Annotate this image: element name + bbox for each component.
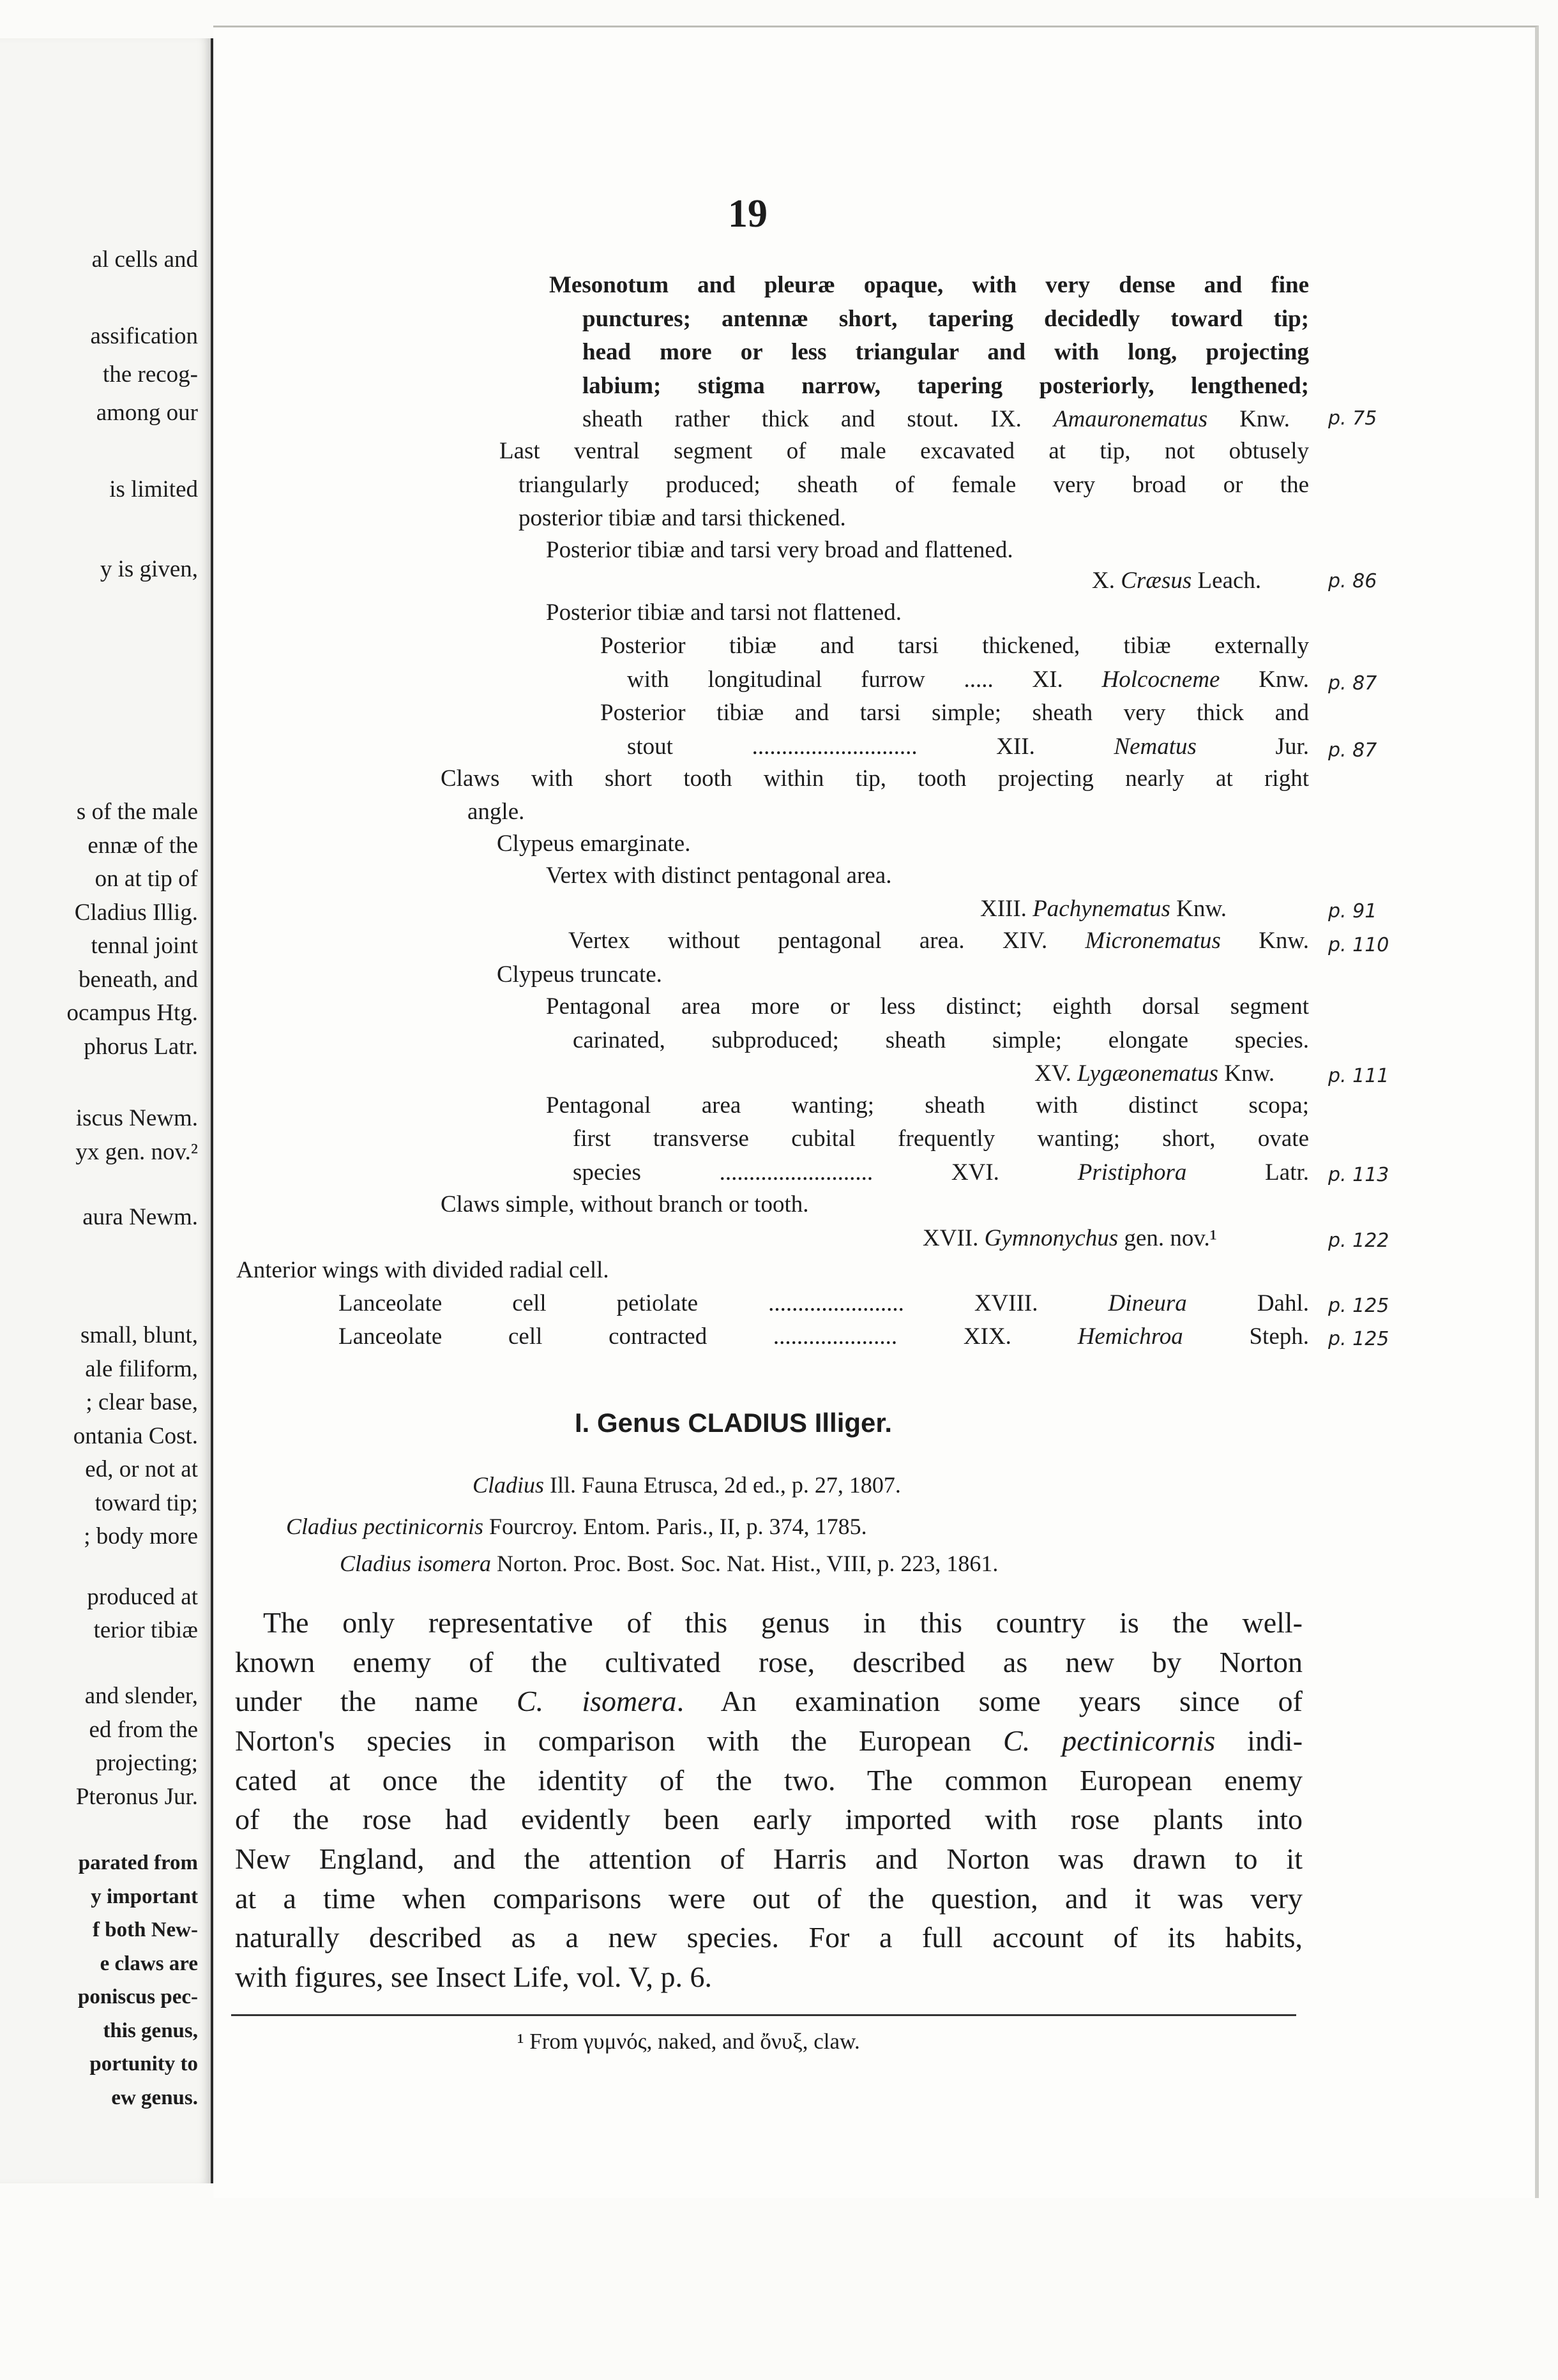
body-line: of the rose had evidently been early imported with rose plants into bbox=[235, 1803, 1303, 1835]
previous-page-line: ; body more bbox=[84, 1523, 198, 1549]
key-line: XIII. Pachynematus Knw. bbox=[980, 896, 1227, 922]
key-line: XVII. Gymnonychus gen. nov.¹ bbox=[923, 1225, 1217, 1251]
previous-page-line: among our bbox=[96, 400, 198, 426]
key-line: Posterior tibiæ and tarsi thickened, tibiæ externally bbox=[600, 633, 1309, 659]
key-line: Anterior wings with divided radial cell. bbox=[236, 1257, 609, 1283]
footnote-rule bbox=[231, 2014, 1296, 2016]
previous-page-line: ; clear base, bbox=[86, 1389, 198, 1415]
previous-page-line: y important bbox=[91, 1885, 198, 1908]
key-line: punctures; antennæ short, tapering decidedly toward tip; bbox=[582, 306, 1309, 332]
key-line: Claws with short tooth within tip, tooth projecting nearly at right bbox=[441, 765, 1309, 792]
key-line: Vertex without pentagonal area. XIV. Micronematus Knw. bbox=[568, 928, 1309, 954]
key-line: Pentagonal area wanting; sheath with distinct scopa; bbox=[546, 1092, 1309, 1118]
previous-page-line: yx gen. nov.² bbox=[75, 1139, 198, 1165]
section-heading: I. Genus CLADIUS Illiger. bbox=[575, 1408, 893, 1438]
previous-page-line: and slender, bbox=[84, 1683, 198, 1709]
previous-page-line: produced at bbox=[87, 1584, 198, 1610]
page-number: 19 bbox=[728, 192, 768, 236]
margin-note: p. 122 bbox=[1328, 1230, 1389, 1252]
previous-page-line: ed from the bbox=[89, 1717, 198, 1743]
key-line: triangularly produced; sheath of female very broad or the bbox=[518, 472, 1309, 498]
previous-page-line: this genus, bbox=[103, 2019, 198, 2042]
citation: Cladius Ill. Fauna Etrusca, 2d ed., p. 27, 1807. bbox=[473, 1472, 901, 1498]
previous-page-line: Pteronus Jur. bbox=[75, 1784, 198, 1810]
previous-page-line: s of the male bbox=[76, 799, 198, 825]
margin-note: p. 110 bbox=[1328, 934, 1389, 956]
key-line: Lanceolate cell petiolate ....................... XVIII. Dineura Dahl. bbox=[338, 1290, 1309, 1316]
key-line: Clypeus truncate. bbox=[497, 961, 662, 988]
previous-page-line: f both New- bbox=[93, 1918, 198, 1941]
key-line: Posterior tibiæ and tarsi very broad and flattened. bbox=[546, 537, 1013, 563]
key-line: with longitudinal furrow ..... XI. Holcocneme Knw. bbox=[627, 667, 1309, 693]
previous-page-line: beneath, and bbox=[79, 967, 198, 993]
previous-page-line: on at tip of bbox=[95, 866, 198, 892]
previous-page-line: assification bbox=[90, 323, 198, 349]
previous-page-line: phorus Latr. bbox=[84, 1034, 198, 1060]
previous-page-line: projecting; bbox=[95, 1750, 198, 1776]
key-line: posterior tibiæ and tarsi thickened. bbox=[518, 505, 846, 531]
key-line: carinated, subproduced; sheath simple; elongate species. bbox=[573, 1027, 1309, 1053]
key-line: Posterior tibiæ and tarsi not flattened. bbox=[546, 599, 902, 626]
key-line: angle. bbox=[467, 799, 525, 825]
previous-page-line: aura Newm. bbox=[82, 1204, 198, 1230]
previous-page-line: parated from bbox=[78, 1851, 198, 1874]
previous-page-line: al cells and bbox=[91, 246, 198, 273]
key-line: Lanceolate cell contracted ..................... XIX. Hemichroa Steph. bbox=[338, 1323, 1310, 1350]
key-line: labium; stigma narrow, tapering posteriorly, lengthened; bbox=[582, 373, 1309, 399]
key-line: stout ............................ XII. Nematus Jur. bbox=[627, 734, 1309, 760]
previous-page-line: toward tip; bbox=[95, 1490, 198, 1516]
key-line: Last ventral segment of male excavated at tip, not obtusely bbox=[499, 438, 1309, 464]
key-line: species .......................... XVI. Pristiphora Latr. bbox=[573, 1159, 1309, 1186]
citation: Cladius pectinicornis Fourcroy. Entom. Paris., II, p. 374, 1785. bbox=[286, 1514, 867, 1539]
key-line: Pentagonal area more or less distinct; eighth dorsal segment bbox=[546, 993, 1309, 1020]
previous-page-line: iscus Newm. bbox=[75, 1105, 198, 1131]
previous-page-fragment bbox=[0, 38, 213, 2183]
previous-page-line: terior tibiæ bbox=[93, 1617, 198, 1643]
key-line: Vertex with distinct pentagonal area. bbox=[546, 862, 892, 889]
key-line: first transverse cubital frequently wanting; short, ovate bbox=[573, 1126, 1309, 1152]
previous-page-line: ocampus Htg. bbox=[66, 1000, 198, 1026]
previous-page-line: tennal joint bbox=[91, 933, 198, 959]
previous-page-line: ale filiform, bbox=[85, 1356, 198, 1382]
body-line: at a time when comparisons were out of the question, and it was very bbox=[235, 1882, 1303, 1915]
body-line: Norton's species in comparison with the European C. pectinicornis indi- bbox=[235, 1724, 1303, 1757]
body-line: The only representative of this genus in this country is the well- bbox=[263, 1606, 1303, 1639]
margin-note: p. 111 bbox=[1328, 1065, 1389, 1087]
previous-page-line: is limited bbox=[109, 476, 198, 502]
key-line: X. Cræsus Leach. bbox=[1092, 568, 1262, 594]
body-line: cated at once the identity of the two. The common European enemy bbox=[235, 1764, 1303, 1796]
previous-page-line: small, blunt, bbox=[80, 1322, 198, 1348]
key-line: head more or less triangular and with long, projecting bbox=[582, 339, 1309, 365]
key-line: Mesonotum and pleuræ opaque, with very dense and fine bbox=[549, 272, 1309, 298]
margin-note: p. 125 bbox=[1328, 1295, 1389, 1317]
body-line: naturally described as a new species. For a full account of its habits, bbox=[235, 1921, 1303, 1954]
body-line: under the name C. isomera. An examination some years since of bbox=[235, 1685, 1303, 1717]
key-line: XV. Lygæonematus Knw. bbox=[1034, 1060, 1275, 1087]
citation: Cladius isomera Norton. Proc. Bost. Soc. Nat. Hist., VIII, p. 223, 1861. bbox=[340, 1551, 999, 1576]
margin-note: p. 113 bbox=[1328, 1164, 1389, 1186]
previous-page-line: poniscus pec- bbox=[78, 1985, 198, 2008]
key-line: sheath rather thick and stout. IX. Amauronematus Knw. bbox=[582, 406, 1290, 432]
margin-note: p. 91 bbox=[1328, 900, 1377, 923]
margin-note: p. 87 bbox=[1328, 739, 1377, 762]
previous-page-line: ennæ of the bbox=[87, 832, 198, 859]
previous-page-line: y is given, bbox=[100, 556, 198, 582]
key-line: Clypeus emarginate. bbox=[497, 831, 691, 857]
margin-note: p. 125 bbox=[1328, 1328, 1389, 1350]
previous-page-line: the recog- bbox=[103, 361, 198, 388]
previous-page-line: Cladius Illig. bbox=[74, 900, 198, 926]
margin-note: p. 87 bbox=[1328, 672, 1377, 695]
margin-note: p. 75 bbox=[1328, 407, 1377, 430]
body-line: New England, and the attention of Harris and Norton was drawn to it bbox=[235, 1842, 1303, 1875]
previous-page-line: portunity to bbox=[89, 2052, 198, 2075]
previous-page-line: ew genus. bbox=[111, 2086, 198, 2109]
key-line: Claws simple, without branch or tooth. bbox=[441, 1191, 809, 1217]
footnote: ¹ From γυμνός, naked, and ὄνυξ, claw. bbox=[517, 2029, 860, 2054]
body-line: known enemy of the cultivated rose, described as new by Norton bbox=[235, 1646, 1303, 1678]
previous-page-line: ed, or not at bbox=[85, 1456, 198, 1482]
previous-page-line: e claws are bbox=[100, 1952, 198, 1975]
margin-note: p. 86 bbox=[1328, 570, 1377, 592]
key-line: Posterior tibiæ and tarsi simple; sheath very thick and bbox=[600, 700, 1309, 726]
body-line: with figures, see Insect Life, vol. V, p. 6. bbox=[235, 1961, 712, 1993]
previous-page-line: ontania Cost. bbox=[73, 1423, 198, 1449]
